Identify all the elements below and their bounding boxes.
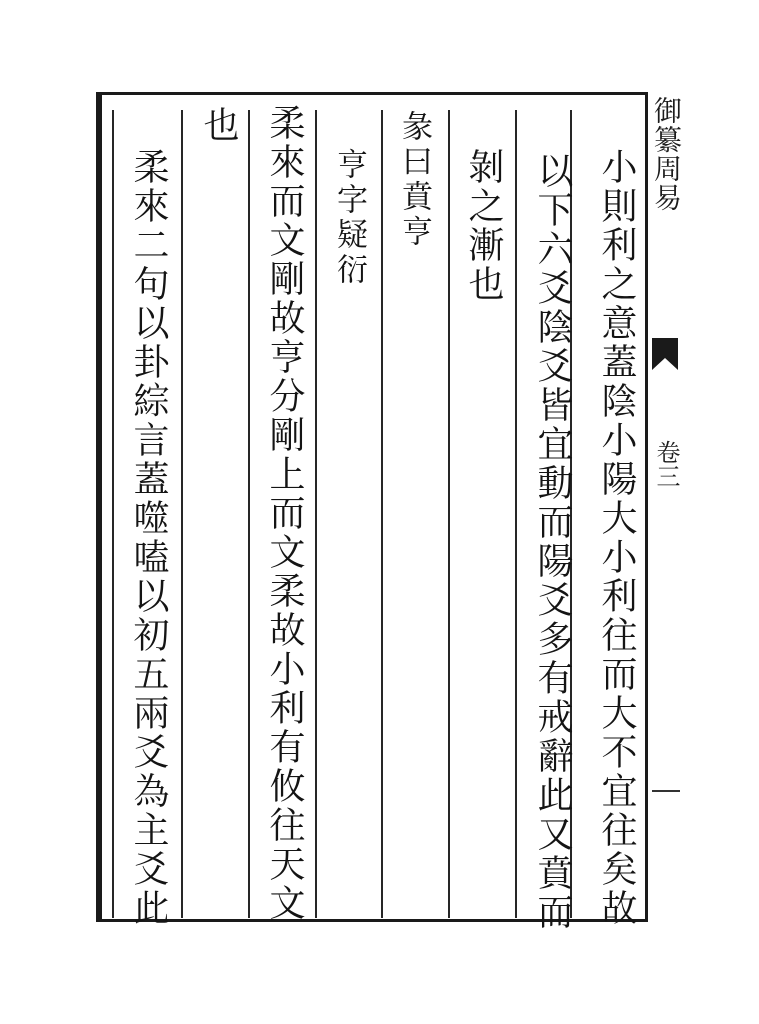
juan-label: 卷三 [652,440,680,488]
text-column-7: 也 [198,106,239,145]
column-rule [181,110,183,918]
book-title: 御纂周易 [650,96,683,212]
text-column-5: 亨字疑衍 [331,148,367,288]
text-column-2: 以下六爻陰爻皆宜動而陽爻多有戒辭此又賁而 [532,152,573,932]
fish-tail-mark-icon [650,336,680,372]
text-column-8: 柔來二句以卦綜言蓋噬嗑以初五兩爻為主爻此 [128,148,169,928]
text-column-4: 彖曰賁亨 [396,110,432,250]
column-rule [248,110,250,918]
column-rule [515,110,517,918]
column-rule [112,110,114,918]
margin-gutter [648,92,684,922]
column-rule [381,110,383,918]
text-column-1: 小則利之意蓋陰小陽大小利往而大不宜往矣故 [596,148,637,928]
text-column-6: 柔來而文剛故亨分剛上而文柔故小利有攸往天文 [264,104,305,923]
column-rule [315,110,317,918]
column-rule [448,110,450,918]
text-column-3: 剝之漸也 [463,148,504,304]
gutter-mark [652,790,680,792]
